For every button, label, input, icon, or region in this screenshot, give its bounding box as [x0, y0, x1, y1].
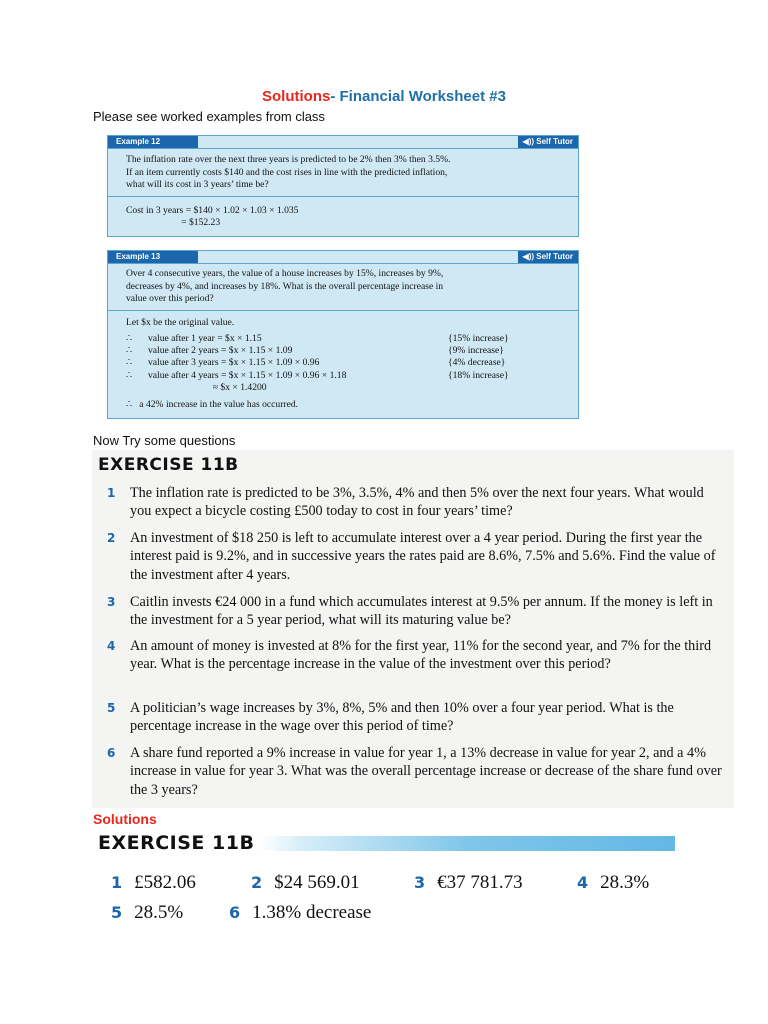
example-12-problem: The inflation rate over the next three years is predicted to be 2% then 3% then 3.5%. If an item currently costs $140 and the cost rises in line with the predicted inflation, what will its cost in 3 years’ time be?	[126, 154, 451, 190]
question-item	[107, 529, 727, 584]
question-item	[107, 637, 727, 674]
now-try-text: Now Try some questions	[93, 433, 236, 448]
question-number: 5	[107, 701, 116, 715]
worksheet-title	[0, 88, 768, 105]
heading-bar	[260, 836, 675, 851]
question-item	[107, 744, 727, 799]
question-number: 4	[107, 639, 116, 653]
answer-item: 5 28.5%	[111, 902, 184, 923]
question-text: A politician’s wage increases by 3%, 8%, 5% and then 10% over a four year period. What is the percentage increase in the wage over this period of time?	[130, 700, 674, 735]
question-number: 2	[107, 531, 116, 545]
example-12-panel	[107, 135, 579, 237]
question-item	[107, 699, 727, 736]
answer-item: 2 $24 569.01	[251, 872, 360, 893]
answer-item: 6 1.38% decrease	[229, 902, 372, 923]
question-text: Caitlin invests €24 000 in a fund which accumulates interest at 9.5% per annum. If the money is left in the investment for a 5 year period, what will its maturing value be?	[130, 594, 713, 629]
question-text: An investment of $18 250 is left to accumulate interest over a 4 year period. During the first year the interest paid is 9.2%, and in successive years the rates paid are 8.6%, 7.5% and 5.6%. Find the value of the investment after 4 years.	[130, 530, 716, 583]
example-13-tag: Example 13	[108, 251, 198, 263]
solutions-heading: EXERCISE 11B	[98, 832, 255, 854]
title-worksheet: - Financial Worksheet #3	[330, 88, 506, 105]
question-number: 1	[107, 486, 116, 500]
title-solutions: Solutions	[262, 88, 331, 105]
question-text: An amount of money is invested at 8% for the first year, 11% for the second year, and 7% for the third year. What is the percentage increase in the value of the investment over this period?	[130, 638, 712, 673]
example-12-tag: Example 12	[108, 136, 198, 148]
answer-item: 4 28.3%	[577, 872, 650, 893]
self-tutor-button[interactable]: ◀)) Self Tutor	[518, 251, 578, 263]
question-text: A share fund reported a 9% increase in value for year 1, a 13% decrease in value for year 2, and a 4% increase in value for year 3. What was the overall percentage increase or decrease of the share fund over the 3 years?	[130, 745, 722, 798]
question-item	[107, 593, 727, 630]
answer-item: 3 €37 781.73	[414, 872, 523, 893]
exercise-heading: EXERCISE 11B	[98, 455, 239, 475]
question-text: The inflation rate is predicted to be 3%, 3.5%, 4% and then 5% over the next four years. What would you expect a bicycle costing £500 today to cost in four years’ time?	[130, 485, 704, 520]
example-13-problem: Over 4 consecutive years, the value of a house increases by 15%, increases by 9%, decreases by 4%, and increases by 18%. What is the overall percentage increase in value over this period?	[126, 268, 444, 304]
example-13-conclusion: ∴ a 42% increase in the value has occurred.	[126, 399, 299, 411]
solutions-label: Solutions	[93, 811, 157, 827]
question-item	[107, 484, 727, 521]
self-tutor-button[interactable]: ◀)) Self Tutor	[518, 136, 578, 148]
example-13-solution: Let $x be the original value. ∴ value after 1 year = $x × 1.15 {15% increase} ∴ value after 2 years = $x × 1.15 × 1.09 {9% increase} ∴ value after 3 years = $x × 1.15 × 1.09 × 0.96 {4% decrease} ∴ value after 4 years = $x × 1.15 × 1.09 × 0.96 × 1.18 {18% increase} ≈ $x × 1.4200 ∴ a 42% increase in the value has occurred.	[108, 311, 578, 418]
intro-text: Please see worked examples from class	[93, 109, 325, 124]
example-12-solution: Cost in 3 years = $140 × 1.02 × 1.03 × 1.035 = $152.23	[126, 204, 299, 228]
example-13-panel	[107, 250, 579, 419]
question-number: 3	[107, 595, 116, 609]
answer-item: 1 £582.06	[111, 872, 196, 893]
question-number: 6	[107, 746, 116, 760]
